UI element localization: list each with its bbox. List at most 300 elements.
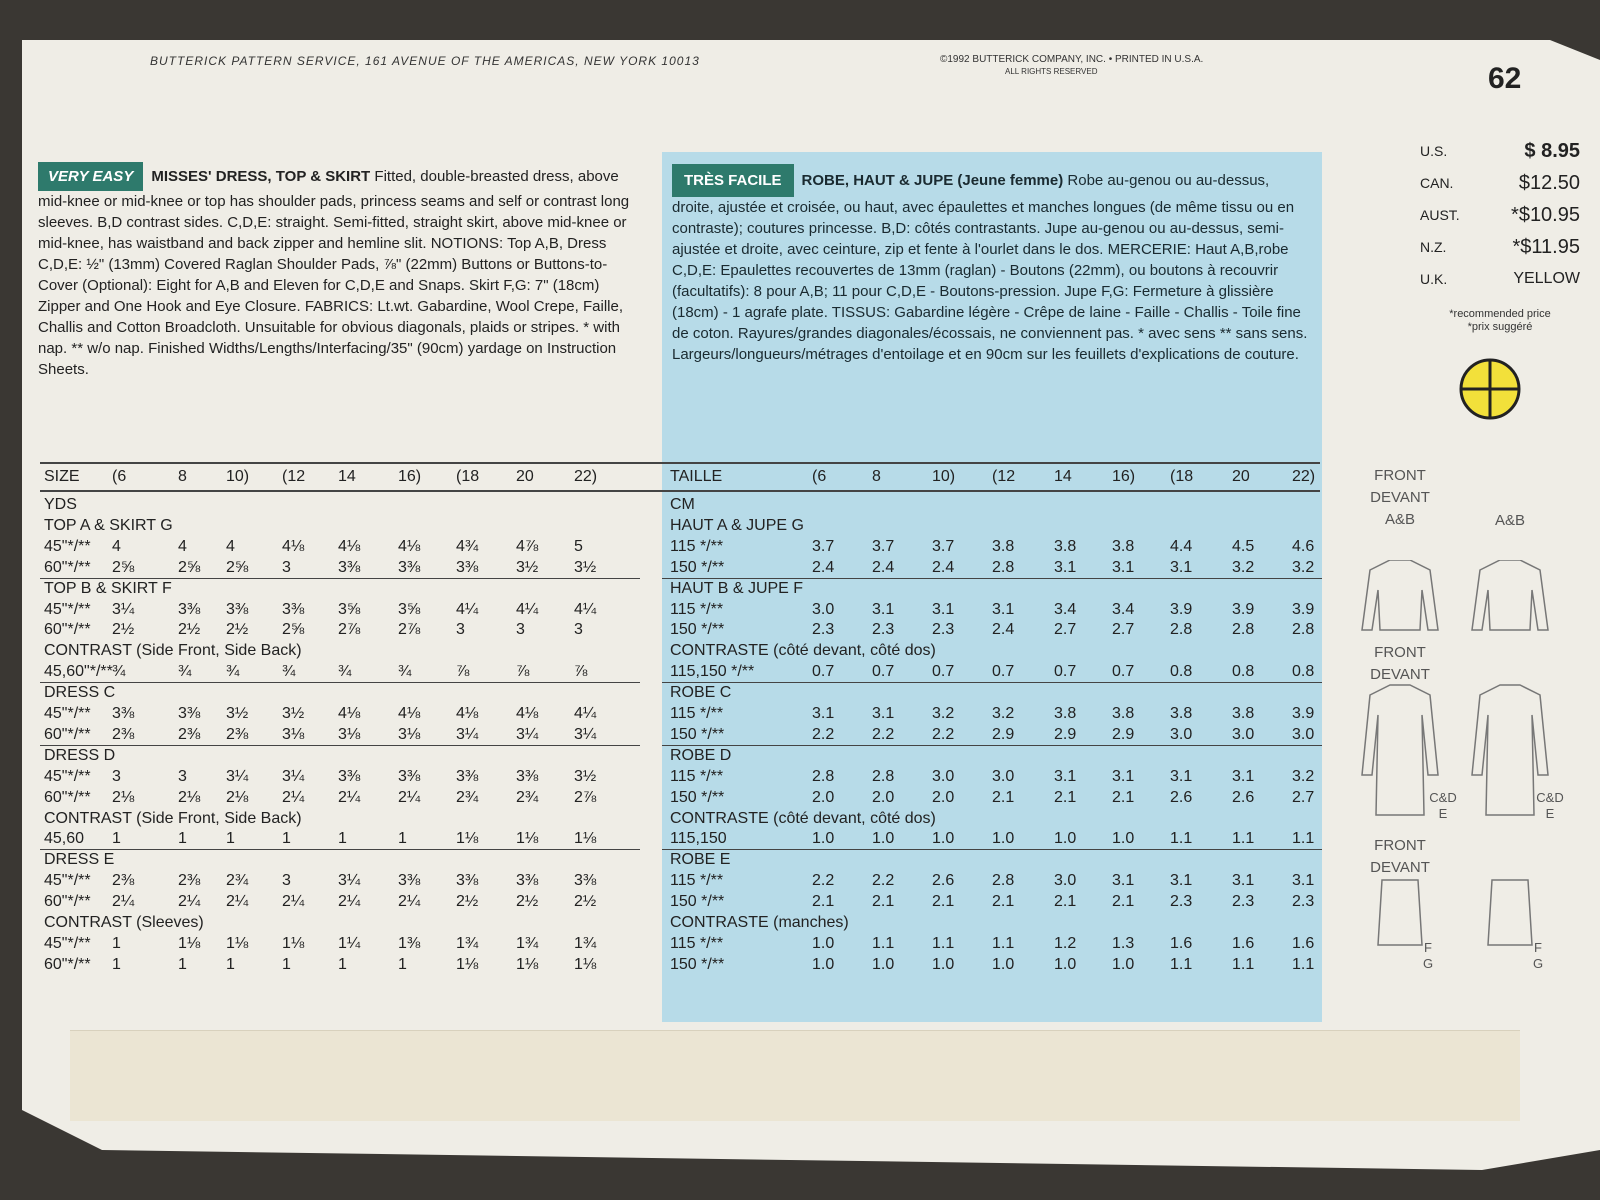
- table-cell: 2⅞: [574, 788, 597, 806]
- table-cell: 3⅛: [282, 725, 305, 743]
- table-cell: 3.1: [1232, 767, 1255, 785]
- table-cell: 2⅜: [112, 872, 135, 890]
- table-cell: 3.8: [1170, 705, 1193, 722]
- table-section-label: CONTRASTE (côté devant, côté dos): [670, 809, 936, 827]
- table-cell: 1: [226, 955, 235, 973]
- table-cell: 1: [112, 955, 121, 973]
- table-cell: ¾: [178, 663, 192, 681]
- table-cell: 4: [178, 537, 187, 555]
- table-cell: 4¼: [516, 600, 539, 618]
- table-cell: 3: [456, 621, 465, 639]
- table-row-label: 45"*/**: [44, 537, 91, 555]
- table-cell: 4.6: [1292, 537, 1315, 555]
- table-section-label: ROBE E: [670, 851, 731, 869]
- table-header-label: SIZE: [44, 468, 80, 485]
- table-cell: 3.9: [1232, 600, 1255, 618]
- sketch-label-front-ab: FRONT DEVANT A&B: [1370, 467, 1430, 528]
- table-section-label: CONTRAST (Side Front, Side Back): [44, 642, 302, 660]
- table-cell: 2.1: [932, 893, 955, 911]
- table-row-label: 150 */**: [670, 558, 725, 576]
- table-cell: 1.0: [812, 955, 835, 973]
- table-cell: 2½: [516, 893, 539, 911]
- table-cell: 1¾: [574, 934, 597, 952]
- table-cell: 3.2: [1292, 558, 1315, 576]
- table-cell: 2.8: [1170, 621, 1193, 639]
- table-cell: 1.6: [1292, 934, 1315, 952]
- table-cell: 3⅜: [516, 872, 539, 890]
- price-note: *recommended price *prix suggéré: [1449, 308, 1551, 333]
- table-cell: 1: [112, 934, 121, 952]
- table-cell: 2.8: [1232, 621, 1255, 639]
- table-section-label: HAUT A & JUPE G: [670, 516, 804, 534]
- table-section-label: CM: [670, 496, 695, 513]
- table-cell: 3⅛: [338, 725, 361, 743]
- table-cell: 2⅜: [112, 725, 135, 743]
- price-row: N.Z. *$11.95: [1420, 235, 1580, 258]
- table-cell: 0.7: [812, 663, 835, 681]
- table-section-label: TOP A & SKIRT G: [44, 516, 173, 534]
- table-cell: 3.1: [1054, 558, 1077, 576]
- table-cell: 2.8: [992, 872, 1015, 890]
- table-cell: 1: [282, 955, 291, 973]
- table-cell: 4¼: [456, 600, 479, 618]
- table-cell: 2¼: [338, 788, 361, 806]
- table-cell: 2½: [574, 893, 597, 911]
- sketch-label-cde-back: C&D E: [1536, 790, 1564, 821]
- french-body: Robe au-genou ou au-dessus, droite, ajustée et croisée, ou haut, avec épaulettes et manches longues (de même tissu ou en contraste); coutures princesse. B,D: côtés contrastants. Jupe au-genou ou au-dessus, semi-ajustée et droite, avec ceinture, zip et fente à l'ourlet dans le dos. MERCERIE: Haut A,B,robe C,D,E: Epaulettes recouvertes de 13mm (raglan) - Boutons (22mm), ou boutons à recouvrir (facultatifs): 8 pour A,B; 11 pour C,D,E - Boutons-pression. Jupe F,G: Fermeture à glissière (18cm) - 1 agrafe plate. TISSUS: Gabardine légère - Crêpe de laine - Faille - Challis - Toile fine de coton. Rayures/grandes diagonales/écossais, ne conviennent pas. * avec sens ** sans sens. Largeurs/longueurs/métrages d'entoilage et en 90cm sur les feuillets d'explications de couture.: [672, 172, 1308, 363]
- table-cell: 4⅛: [282, 537, 305, 555]
- table-cell: 2⅝: [226, 558, 249, 576]
- table-row-label: 115,150: [670, 830, 727, 848]
- table-cell: 3¼: [226, 767, 249, 785]
- table-cell: 4: [112, 537, 121, 555]
- table-header-size: 8: [178, 468, 187, 485]
- table-row-label: 45,60"*/**: [44, 663, 113, 681]
- table-cell: 4.4: [1170, 537, 1193, 555]
- table-cell: 3⅜: [456, 767, 479, 785]
- table-cell: 2½: [456, 893, 479, 911]
- table-header-size: 22): [574, 468, 598, 485]
- table-cell: 4⅛: [398, 537, 421, 555]
- tres-facile-badge: TRÈS FACILE: [672, 164, 794, 197]
- table-cell: 3.0: [1232, 725, 1255, 743]
- table-cell: 0.7: [1054, 663, 1077, 681]
- table-row-label: 60"*/**: [44, 621, 91, 639]
- table-cell: 2¾: [516, 788, 539, 806]
- table-cell: 3⅜: [398, 558, 421, 576]
- table-cell: 3.4: [1112, 600, 1135, 618]
- table-cell: 4⅛: [338, 705, 361, 722]
- table-cell: 1.6: [1232, 934, 1255, 952]
- table-cell: 2.3: [812, 621, 835, 639]
- table-cell: 2.1: [1112, 788, 1135, 806]
- table-cell: 2⅞: [338, 621, 361, 639]
- table-cell: 1.1: [872, 934, 895, 952]
- table-cell: 2.0: [812, 788, 835, 806]
- table-cell: 2⅜: [226, 725, 249, 743]
- table-row-label: 150 */**: [670, 788, 725, 806]
- envelope-bottom-edge: [70, 1030, 1520, 1121]
- table-cell: 3.1: [1112, 558, 1135, 576]
- table-cell: 1⅛: [516, 955, 539, 973]
- french-title: ROBE, HAUT & JUPE (Jeune femme): [801, 172, 1064, 189]
- table-cell: 3¼: [574, 725, 597, 743]
- table-cell: 2.1: [1112, 893, 1135, 911]
- table-cell: 3¼: [516, 725, 539, 743]
- table-cell: 1.6: [1170, 934, 1193, 952]
- table-cell: 2.6: [1170, 788, 1193, 806]
- table-cell: 3½: [574, 767, 597, 785]
- table-header-size: (6: [112, 468, 127, 485]
- table-cell: 3⅜: [398, 872, 421, 890]
- table-cell: 2.3: [1292, 893, 1315, 911]
- table-cell: 3.0: [1054, 872, 1077, 890]
- table-cell: 2.4: [932, 558, 955, 576]
- table-cell: 3.1: [872, 705, 895, 722]
- table-cell: 2¾: [226, 872, 249, 890]
- english-description: [38, 162, 636, 380]
- table-cell: 1.0: [992, 955, 1015, 973]
- table-cell: 3.1: [1112, 767, 1135, 785]
- table-cell: ¾: [226, 663, 240, 681]
- table-row-label: 115 */**: [670, 600, 724, 618]
- table-section-label: ROBE C: [670, 684, 732, 702]
- table-cell: 1.0: [872, 830, 895, 848]
- table-cell: 2.7: [1054, 621, 1077, 639]
- table-cell: 3.1: [1112, 872, 1135, 890]
- table-cell: 2.3: [932, 621, 955, 639]
- table-cell: 2⅝: [282, 621, 305, 639]
- table-cell: 0.7: [992, 663, 1015, 681]
- table-cell: 2.3: [1170, 893, 1193, 911]
- english-body: Fitted, double-breasted dress, above mid-knee or mid-knee or top has shoulder pads, princess seams and self or contrast long sleeves. B,D contrast sides. C,D,E: straight. Semi-fitted, straight skirt, above mid-knee or mid-knee, has waistband and back zipper and hemline slit. NOTIONS: Top A,B, Dress C,D,E: ½" (13mm) Covered Raglan Shoulder Pads, ⅞" (22mm) Buttons or Buttons-to-Cover (Optional): Eight for A,B and Eleven for C,D,E and Snaps. Skirt F,G: 7" (18cm) Zipper and One Hook and Eye Closure. FABRICS: Lt.wt. Gabardine, Wool Crepe, Faille, Challis and Cotton Broadcloth. Unsuitable for obvious diagonals, plaids or stripes. * with nap. ** w/o nap. Finished Widths/Lengths/Interfacing/35" (90cm) yardage on Instruction Sheets.: [38, 168, 630, 378]
- table-cell: 3⅜: [338, 767, 361, 785]
- table-cell: 4¼: [574, 705, 597, 722]
- table-cell: 3.8: [992, 537, 1015, 555]
- table-cell: 2⅝: [112, 558, 135, 576]
- table-row-label: 60"*/**: [44, 893, 91, 911]
- table-cell: 3.8: [1054, 705, 1077, 722]
- table-cell: 1.1: [1292, 830, 1315, 848]
- table-cell: 1.0: [872, 955, 895, 973]
- table-cell: 1.3: [1112, 934, 1135, 952]
- table-cell: 2.1: [1054, 788, 1077, 806]
- table-section-label: TOP B & SKIRT F: [44, 579, 172, 597]
- table-cell: 2.6: [932, 872, 955, 890]
- table-cell: 3.1: [932, 600, 955, 618]
- table-cell: 1.0: [812, 934, 835, 952]
- table-cell: 3: [282, 872, 291, 890]
- table-cell: 2.8: [992, 558, 1015, 576]
- table-cell: 2.9: [1054, 725, 1077, 743]
- table-cell: 1: [338, 830, 347, 848]
- table-cell: 1⅛: [178, 934, 201, 952]
- table-cell: 2.4: [872, 558, 895, 576]
- table-cell: 4⅛: [456, 705, 479, 722]
- table-header-size: 16): [1112, 468, 1136, 485]
- table-cell: 1: [226, 830, 235, 848]
- table-cell: 3¼: [112, 600, 135, 618]
- table-cell: 2¾: [456, 788, 479, 806]
- table-cell: 1⅜: [398, 934, 421, 952]
- table-cell: 3.1: [872, 600, 895, 618]
- table-cell: 3¼: [338, 872, 361, 890]
- table-cell: ¾: [338, 663, 352, 681]
- table-cell: 3.8: [1054, 537, 1077, 555]
- table-cell: 3.1: [1292, 872, 1315, 890]
- copyright-line: ©1992 BUTTERICK COMPANY, INC. • PRINTED IN U.S.A.: [940, 54, 1204, 65]
- table-cell: 3: [178, 767, 187, 785]
- table-cell: 2½: [178, 621, 201, 639]
- table-cell: 2¼: [112, 893, 135, 911]
- table-cell: 3⅝: [338, 600, 361, 618]
- table-cell: 3.0: [1292, 725, 1315, 743]
- table-cell: 0.8: [1292, 663, 1315, 681]
- table-cell: 1.1: [1232, 830, 1255, 848]
- table-cell: 1⅛: [456, 830, 479, 848]
- table-cell: 3.9: [1292, 600, 1315, 618]
- table-row-label: 115 */**: [670, 934, 724, 952]
- table-cell: 1: [338, 955, 347, 973]
- table-cell: 3⅜: [178, 705, 201, 722]
- table-cell: 3⅜: [398, 767, 421, 785]
- table-cell: 3.2: [1232, 558, 1255, 576]
- table-row-label: 45"*/**: [44, 600, 91, 618]
- table-row-label: 115 */**: [670, 705, 724, 722]
- table-cell: 0.8: [1170, 663, 1193, 681]
- table-cell: 3⅝: [398, 600, 421, 618]
- table-section-label: CONTRASTE (manches): [670, 914, 849, 931]
- table-section-label: DRESS C: [44, 684, 116, 702]
- table-cell: 4¾: [456, 537, 479, 555]
- table-cell: 1.1: [932, 934, 955, 952]
- table-cell: 2.1: [872, 893, 895, 911]
- table-cell: 2¼: [398, 893, 421, 911]
- table-cell: 2.1: [812, 893, 835, 911]
- table-cell: 1.0: [812, 830, 835, 848]
- table-cell: 3.0: [992, 767, 1015, 785]
- table-cell: 2.8: [872, 767, 895, 785]
- table-cell: 3.8: [1232, 705, 1255, 722]
- table-cell: 1.0: [1054, 830, 1077, 848]
- table-cell: 2.1: [1054, 893, 1077, 911]
- table-cell: ¾: [112, 663, 126, 681]
- table-cell: 0.7: [932, 663, 955, 681]
- table-header-size: 14: [338, 468, 356, 485]
- table-cell: 3⅜: [338, 558, 361, 576]
- table-cell: ⅞: [516, 663, 530, 681]
- table-section-label: HAUT B & JUPE F: [670, 579, 804, 597]
- table-cell: 2¼: [282, 788, 305, 806]
- table-row-label: 150 */**: [670, 955, 725, 973]
- table-cell: 2.0: [932, 788, 955, 806]
- table-cell: 2.1: [992, 893, 1015, 911]
- table-header-size: 14: [1054, 468, 1072, 485]
- crosshair-symbol-icon: [1458, 357, 1522, 421]
- table-cell: 1.0: [992, 830, 1015, 848]
- table-header-size: (12: [282, 468, 306, 485]
- table-cell: 0.7: [872, 663, 895, 681]
- table-header-size: 20: [516, 468, 534, 485]
- table-cell: 1.0: [1054, 955, 1077, 973]
- sketch-label-front-fg: FRONT DEVANT: [1370, 837, 1430, 876]
- table-section-label: CONTRAST (Side Front, Side Back): [44, 809, 302, 827]
- very-easy-badge: VERY EASY: [38, 162, 143, 191]
- table-cell: 3.1: [1170, 558, 1193, 576]
- table-cell: 3: [282, 558, 291, 576]
- table-cell: 1⅛: [574, 955, 597, 973]
- table-cell: 3.9: [1292, 705, 1315, 722]
- publisher-address: BUTTERICK PATTERN SERVICE, 161 AVENUE OF THE AMERICAS, NEW YORK 10013: [150, 54, 700, 68]
- table-cell: 2.2: [812, 872, 835, 890]
- table-cell: ⅞: [456, 663, 470, 681]
- section-divider: [40, 578, 640, 579]
- table-cell: 1.1: [1292, 955, 1315, 973]
- table-cell: 3.0: [1170, 725, 1193, 743]
- table-section-label: CONTRASTE (côté devant, côté dos): [670, 642, 936, 660]
- table-cell: 3⅜: [456, 558, 479, 576]
- table-section-label: CONTRAST (Sleeves): [44, 914, 204, 931]
- table-row-label: 45"*/**: [44, 934, 91, 952]
- table-cell: 3.1: [1170, 767, 1193, 785]
- table-row-label: 115 */**: [670, 537, 724, 555]
- table-cell: 2.1: [992, 788, 1015, 806]
- table-row-label: 45"*/**: [44, 872, 91, 890]
- table-cell: 1¾: [516, 934, 539, 952]
- table-cell: 1: [398, 955, 407, 973]
- sketch-label-back-ab: A&B: [1494, 512, 1525, 529]
- table-cell: 3¼: [282, 767, 305, 785]
- table-cell: 1.2: [1054, 934, 1077, 952]
- table-header-label: TAILLE: [670, 468, 723, 485]
- table-header-size: 10): [226, 468, 250, 485]
- table-cell: 3.0: [932, 767, 955, 785]
- table-cell: 3: [112, 767, 121, 785]
- table-cell: 2.9: [992, 725, 1015, 743]
- garment-sketches: [1350, 560, 1590, 1000]
- table-cell: 1.0: [932, 830, 955, 848]
- table-row-label: 60"*/**: [44, 955, 91, 973]
- table-cell: 2¼: [398, 788, 421, 806]
- table-row-label: 115 */**: [670, 767, 724, 785]
- table-cell: 4⅞: [516, 537, 539, 555]
- table-cell: 2.4: [812, 558, 835, 576]
- table-cell: 1⅛: [282, 934, 305, 952]
- table-header-size: 22): [1292, 468, 1316, 485]
- table-cell: 1⅛: [226, 934, 249, 952]
- table-cell: 2⅞: [398, 621, 421, 639]
- table-cell: ¾: [398, 663, 412, 681]
- table-cell: 3.2: [1292, 767, 1315, 785]
- table-cell: 1: [112, 830, 121, 848]
- table-header-size: 10): [932, 468, 956, 485]
- table-cell: 1.1: [1232, 955, 1255, 973]
- table-cell: 1: [178, 830, 187, 848]
- table-cell: 1: [178, 955, 187, 973]
- english-title: MISSES' DRESS, TOP & SKIRT: [151, 168, 371, 185]
- table-cell: 4.5: [1232, 537, 1255, 555]
- table-cell: 1: [398, 830, 407, 848]
- table-row-label: 60"*/**: [44, 725, 91, 743]
- table-cell: 2⅛: [178, 788, 201, 806]
- table-cell: 3⅛: [398, 725, 421, 743]
- table-cell: 2.9: [1112, 725, 1135, 743]
- table-cell: 1.1: [1170, 955, 1193, 973]
- table-cell: 3: [516, 621, 525, 639]
- sketch-label-front-cde: FRONT DEVANT: [1370, 644, 1430, 683]
- table-row-label: 115 */**: [670, 872, 724, 890]
- table-cell: 3¼: [456, 725, 479, 743]
- table-cell: 3.1: [1232, 872, 1255, 890]
- table-header-size: 8: [872, 468, 881, 485]
- table-cell: 3.1: [992, 600, 1015, 618]
- table-cell: 3.1: [1054, 767, 1077, 785]
- table-cell: 3⅜: [456, 872, 479, 890]
- table-header-rule: [40, 490, 1320, 492]
- table-header-size: (6: [812, 468, 827, 485]
- table-cell: 1⅛: [516, 830, 539, 848]
- table-cell: 3½: [282, 705, 305, 722]
- table-cell: 1.1: [992, 934, 1015, 952]
- table-cell: 4¼: [574, 600, 597, 618]
- table-cell: 3.2: [992, 705, 1015, 722]
- table-cell: 1¼: [338, 934, 361, 952]
- price-list: [1420, 135, 1580, 295]
- table-cell: 3.7: [932, 537, 955, 555]
- table-cell: 2.6: [1232, 788, 1255, 806]
- table-header-size: (18: [1170, 468, 1194, 485]
- table-cell: 3.7: [812, 537, 835, 555]
- table-section-label: ROBE D: [670, 746, 732, 764]
- table-cell: 3.4: [1054, 600, 1077, 618]
- table-cell: 2⅛: [112, 788, 135, 806]
- table-header-size: 16): [398, 468, 422, 485]
- table-row-label: 45"*/**: [44, 705, 91, 722]
- table-row-label: 115,150 */**: [670, 663, 755, 681]
- table-row-label: 150 */**: [670, 725, 725, 743]
- table-cell: 0.7: [1112, 663, 1135, 681]
- table-cell: 2¼: [282, 893, 305, 911]
- pattern-number: 62: [1488, 62, 1522, 95]
- table-cell: 2½: [112, 621, 135, 639]
- table-top-rule: [40, 462, 1320, 464]
- table-cell: 2.3: [872, 621, 895, 639]
- table-row-label: 45,60: [44, 830, 85, 848]
- table-cell: 2.2: [872, 725, 895, 743]
- table-cell: 2.3: [1232, 893, 1255, 911]
- table-row-label: 150 */**: [670, 893, 725, 911]
- table-cell: 2.7: [1112, 621, 1135, 639]
- table-cell: 3⅜: [574, 872, 597, 890]
- table-cell: 3.1: [812, 705, 835, 722]
- table-cell: 1.0: [1112, 955, 1135, 973]
- table-cell: 1¾: [456, 934, 479, 952]
- table-cell: 2⅝: [178, 558, 201, 576]
- table-cell: 1⅛: [574, 830, 597, 848]
- price-row: U.S. $ 8.95: [1420, 139, 1580, 162]
- table-cell: 3½: [574, 558, 597, 576]
- table-header-size: (12: [992, 468, 1016, 485]
- table-cell: 1.0: [932, 955, 955, 973]
- table-cell: 3⅜: [516, 767, 539, 785]
- table-cell: 2½: [226, 621, 249, 639]
- table-cell: 2.4: [992, 621, 1015, 639]
- table-cell: 3⅜: [226, 600, 249, 618]
- table-cell: 2.2: [872, 872, 895, 890]
- table-cell: 2¼: [178, 893, 201, 911]
- section-divider: [662, 578, 1322, 579]
- table-cell: 1⅛: [456, 955, 479, 973]
